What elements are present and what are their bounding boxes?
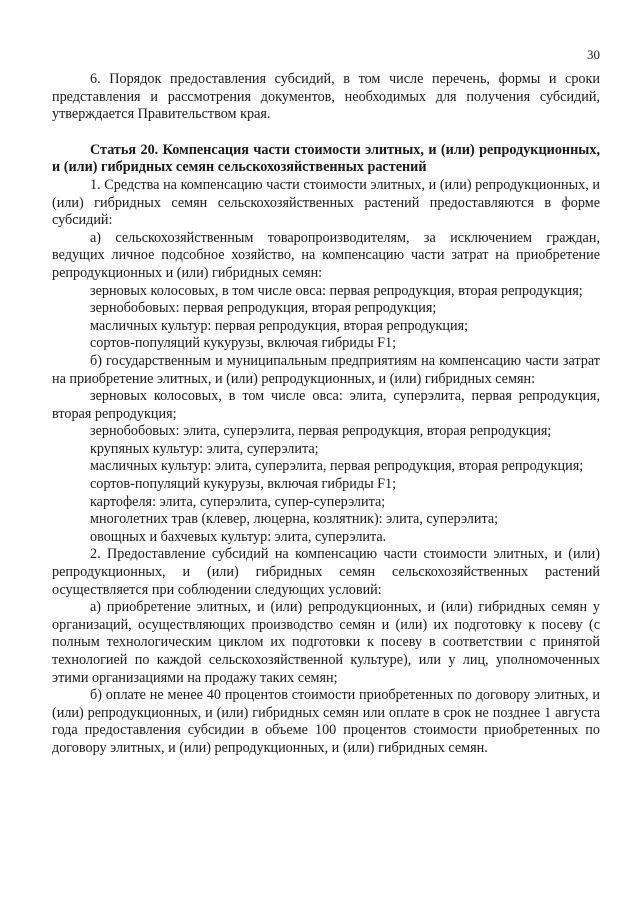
paragraph: многолетних трав (клевер, люцерна, козлятник): элита, суперэлита;: [90, 511, 499, 528]
paragraph: зерновых колосовых, в том числе овса: элита, суперэлита, первая репродукция, вторая репродукция;: [52, 388, 600, 422]
paragraph: масличных культур: элита, суперэлита, первая репродукция, вторая репродукция;: [90, 458, 584, 475]
paragraph: овощных и бахчевых культур: элита, суперэлита.: [90, 528, 387, 545]
paragraph: а) сельскохозяйственным товаропроизводителям, за исключением граждан, ведущих личное подсобное хозяйство, на компенсацию части затрат на приобретение репродукционных и (или) гибридных семян:: [52, 229, 600, 281]
spacer: [52, 124, 600, 142]
paragraph: а) приобретение элитных, и (или) репродукционных, и (или) гибридных семян у организаций, осуществляющих производство семян и (или) их подготовку к посеву (с полным технологическим циклом их подготовки к посеву в соответствии с принятой технологией по каждой сельскохозяйственной культуре), или у лиц, уполномоченных этими организациями на продажу таких семян;: [52, 599, 600, 686]
paragraph: крупяных культур: элита, суперэлита;: [90, 440, 319, 457]
paragraph-6-procedure: 6. Порядок предоставления субсидий, в том числе перечень, формы и сроки представления и рассмотрения документов, необходимых для получения субсидий, утверждается Правительством края.: [52, 71, 600, 123]
paragraph: картофеля: элита, суперэлита, супер-суперэлита;: [90, 493, 386, 510]
document-body: [52, 71, 600, 758]
page-number: 30: [587, 47, 600, 62]
paragraph: 2. Предоставление субсидий на компенсацию части стоимости элитных, и (или) репродукционных, и (или) гибридных семян сельскохозяйственных растений осуществляется при соблюдении следующих условий:: [52, 546, 600, 598]
paragraph: б) оплате не менее 40 процентов стоимости приобретенных по договору элитных, и (или) репродукционных, и (или) гибридных семян или оплате в срок не позднее 1 августа года предоставления субсидии в объеме 100 процентов стоимости приобретенных по договору элитных, и (или) репродукционных, и (или) гибридных семян.: [52, 687, 600, 756]
paragraph: б) государственным и муниципальным предприятиям на компенсацию части затрат на приобретение элитных, и (или) репродукционных, и (или) гибридных семян:: [52, 352, 600, 387]
paragraph: зерновых колосовых, в том числе овса: первая репродукция, вторая репродукция;: [90, 282, 583, 299]
paragraph: масличных культур: первая репродукция, вторая репродукция;: [90, 317, 469, 334]
paragraph: 1. Средства на компенсацию части стоимости элитных, и (или) репродукционных, и (или) гибридных семян сельскохозяйственных растений предоставляются в форме субсидий:: [52, 176, 600, 229]
paragraph: сортов-популяций кукурузы, включая гибриды F1;: [90, 476, 397, 493]
paragraph: зернобобовых: элита, суперэлита, первая репродукция, вторая репродукция;: [90, 423, 552, 440]
paragraph: зернобобовых: первая репродукция, вторая репродукция;: [90, 300, 437, 317]
paragraph: сортов-популяций кукурузы, включая гибриды F1;: [90, 335, 397, 352]
article-20-heading: Статья 20. Компенсация части стоимости элитных, и (или) репродукционных, и (или) гибридных семян сельскохозяйственных растений: [52, 141, 600, 176]
